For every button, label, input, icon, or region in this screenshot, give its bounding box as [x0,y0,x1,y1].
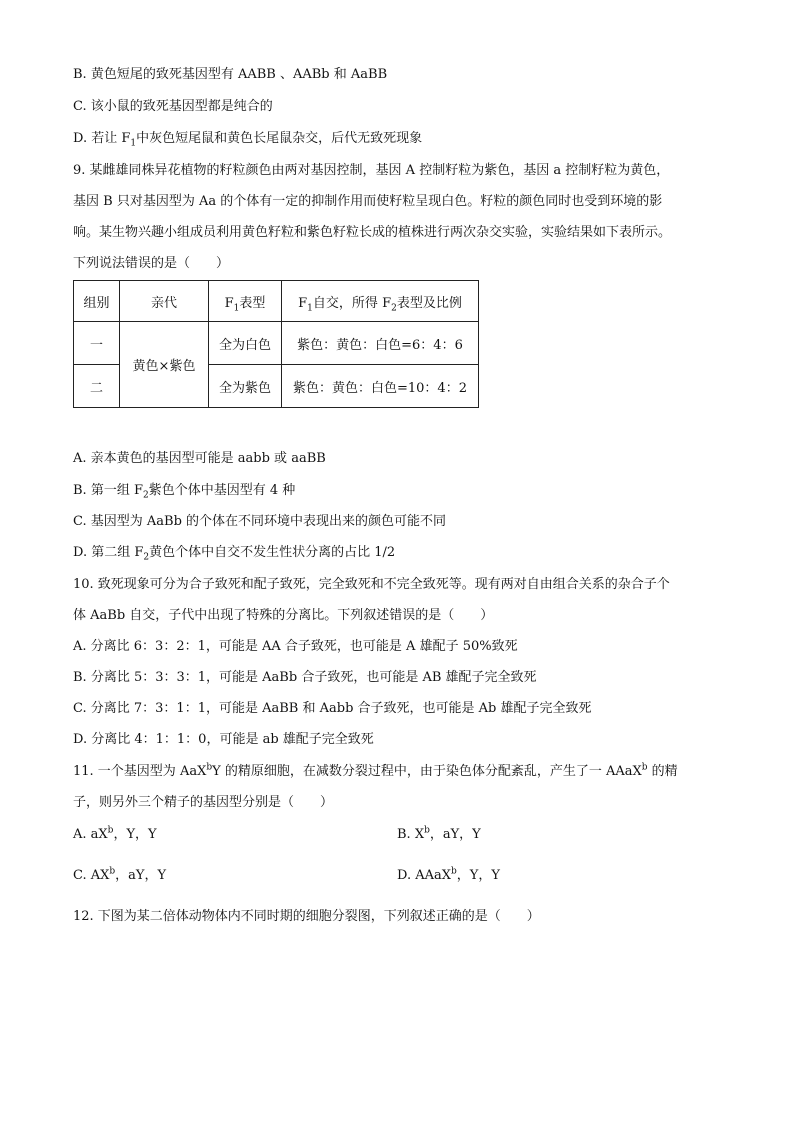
header-f1-phenotype: $F_1$表型 [209,281,282,322]
row1-group: 一 [74,322,120,365]
q9-option-b [73,481,295,501]
q11-option-c-text: ，aY，Y [115,868,167,883]
q11-stem-prefix: 11. 一个基因型为 AaX [73,764,207,779]
q11-option-c [73,866,166,886]
q9-stem-line-2: 基因 B 只对基因型为 Aa 的个体有一定的抑制作用而使籽粒呈现白色。籽粒的颜色同时也受到环境的影 [73,194,663,209]
header-parent: 亲代 [120,281,209,322]
q11-option-a-sup: b [107,825,114,836]
q9-results-table [73,280,479,408]
row2-f1: 全为紫色 [209,365,282,408]
q10-option-b: B. 分离比 5：3：3：1，可能是 AaBb 合子致死，也可能是 AB 雄配子完全致死 [73,670,537,685]
q11-stem-sup-2: b [641,762,648,773]
q11-stem-line-1 [73,762,678,782]
q9-option-a: A. 亲本黄色的基因型可能是 aabb 或 aaBB [73,451,326,466]
q11-option-d-text: ，Y，Y [456,868,500,883]
header-f2-ratio: $F_1$自交，所得 $F_2$表型及比例 [282,281,479,322]
q11-option-b-sup: b [424,825,430,836]
q9-stem-line-1: 9. 某雌雄同株异花植物的籽粒颜色由两对基因控制，基因 A 控制籽粒为紫色，基因 a 控制籽粒为黄色， [73,163,670,178]
q9-stem-line-3: 响。某生物兴趣小组成员利用黄色籽粒和紫色籽粒长成的植株进行两次杂交实验，实验结果如下表所示。 [73,225,672,240]
q11-stem-line-2: 子，则另外三个精子的基因型分别是（ ） [73,795,334,810]
q8-option-d [73,129,422,149]
q10-option-c: C. 分离比 7：3：1：1，可能是 AaBB 和 Aabb 合子致死，也可能是 Ab 雄配子完全致死 [73,701,592,716]
q11-option-a [73,825,157,845]
table-row [74,322,479,365]
q9-option-d [73,543,395,563]
q8-option-d-sub: 1 [130,138,137,149]
q11-option-c-sup: b [109,866,116,877]
q10-option-a: A. 分离比 6：3：2：1，可能是 AA 合子致死，也可能是 A 雄配子 50%致死 [73,639,518,654]
q9-option-d-text: 黄色个体中自交不发生性状分离的占比 1/2 [149,545,396,560]
q11-option-a-prefix: A. aX [73,827,108,842]
q11-option-d-prefix: D. AAaX [397,868,452,883]
q9-stem-line-4: 下列说法错误的是（ ） [73,256,230,271]
row1-f1: 全为白色 [209,322,282,365]
q11-stem-middle: Y 的精原细胞，在减数分裂过程中，由于染色体分配紊乱，产生了一 AAaX [212,764,642,779]
q11-option-b [397,825,481,845]
row1-ratio: 紫色：黄色：白色=6：4：6 [282,322,479,365]
q11-stem-suffix: 的精 [647,764,678,779]
q11-option-b-prefix: B. X [397,827,425,842]
q9-option-b-sub: 2 [142,490,149,501]
q9-option-d-sub: 2 [143,552,150,563]
q9-option-b-text: 紫色个体中基因型有 4 种 [148,483,296,498]
header-group: 组别 [74,281,120,322]
q9-option-d-prefix: D. 第二组 F [73,545,144,560]
q8-option-b: B. 黄色短尾的致死基因型有 AABB 、AABb 和 AaBB [73,67,388,82]
q11-stem-sup-1: b [206,762,213,773]
q9-option-c: C. 基因型为 AaBb 的个体在不同环境中表现出来的颜色可能不同 [73,514,447,529]
q10-stem-line-1: 10. 致死现象可分为合子致死和配子致死，完全致死和不完全致死等。现有两对自由组合关系的杂合子个 [73,577,670,592]
q8-option-d-prefix: D. 若让 F [73,131,131,146]
q11-option-a-text: ，Y，Y [113,827,157,842]
q9-option-b-prefix: B. 第一组 F [73,483,143,498]
table-header-row [74,281,479,322]
row2-group: 二 [74,365,120,408]
q10-stem-line-2: 体 AaBb 自交，子代中出现了特殊的分离比。下列叙述错误的是（ ） [73,608,494,623]
q10-option-d: D. 分离比 4：1：1：0，可能是 ab 雄配子完全致死 [73,732,374,747]
q11-option-c-prefix: C. AX [73,868,110,883]
parent-cell: 黄色×紫色 [120,322,209,408]
q8-option-d-text: 中灰色短尾鼠和黄色长尾鼠杂交，后代无致死现象 [136,131,423,146]
q8-option-c: C. 该小鼠的致死基因型都是纯合的 [73,99,273,114]
row2-ratio: 紫色：黄色：白色=10：4：2 [282,365,479,408]
q12-stem: 12. 下图为某二倍体动物体内不同时期的细胞分裂图，下列叙述正确的是（ ） [73,909,540,924]
q11-option-d [397,866,500,886]
q11-option-d-sup: b [451,866,457,877]
q11-option-b-text: ，aY，Y [429,827,481,842]
